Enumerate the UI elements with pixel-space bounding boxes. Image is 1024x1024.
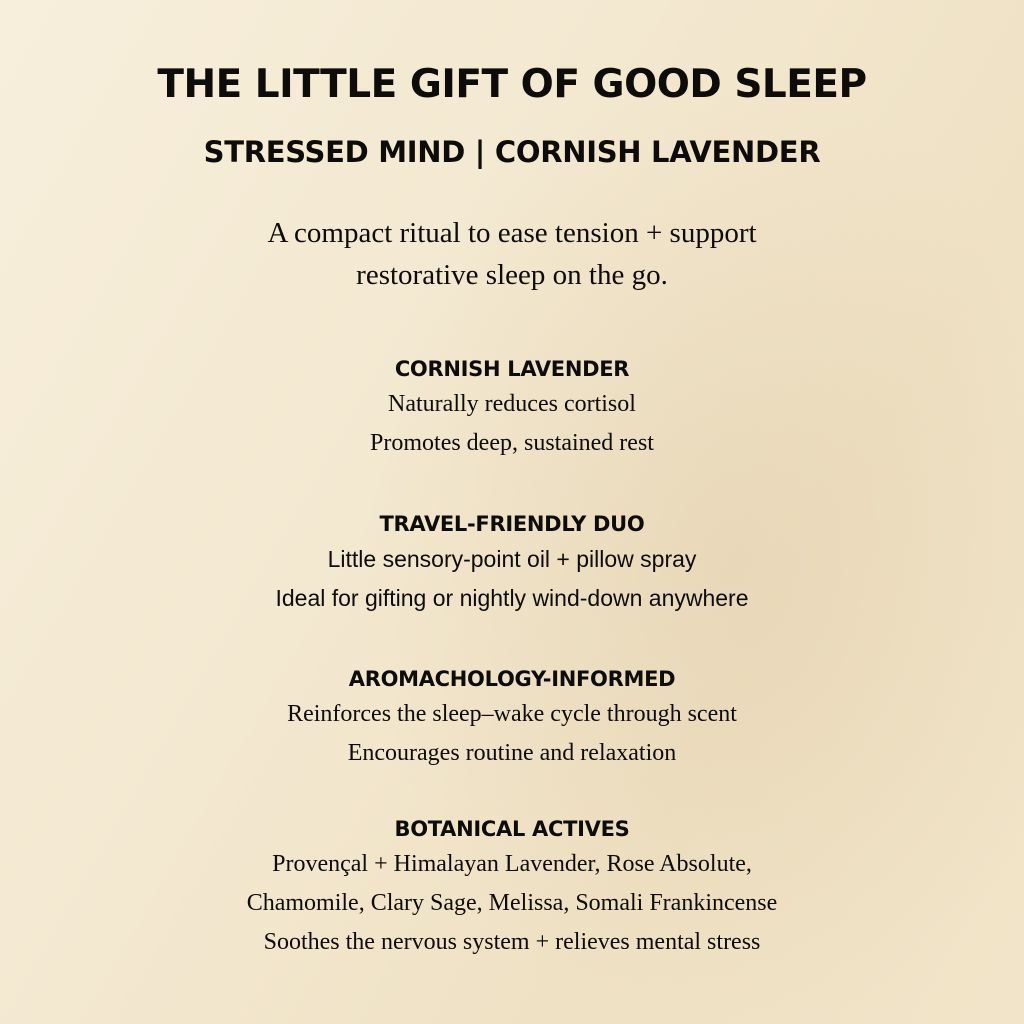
section-heading: TRAVEL-FRIENDLY DUO [379,512,645,536]
section-line: Ideal for gifting or nightly wind-down anywhere [275,585,749,611]
section-heading: AROMACHOLOGY-INFORMED [348,667,676,691]
intro-line: restorative sleep on the go. [356,259,668,291]
section-line: Reinforces the sleep–wake cycle through scent [287,701,737,727]
section-line: Chamomile, Clary Sage, Melissa, Somali Frankincense [246,890,778,916]
section-line: Soothes the nervous system + relieves mental stress [263,929,761,955]
intro-paragraph [0,212,1024,296]
section-botanical-actives [0,813,1024,962]
page-title: THE LITTLE GIFT OF GOOD SLEEP [157,62,867,107]
section-line: Little sensory-point oil + pillow spray [327,546,697,572]
section-aromachology-informed [0,663,1024,773]
section-line: Promotes deep, sustained rest [370,430,654,456]
page-subtitle: STRESSED MIND | CORNISH LAVENDER [203,135,821,169]
section-line: Provençal + Himalayan Lavender, Rose Absolute, [272,851,752,877]
intro-line: A compact ritual to ease tension + support [267,217,757,249]
section-line: Encourages routine and relaxation [347,740,677,766]
section-cornish-lavender [0,353,1024,463]
section-heading: BOTANICAL ACTIVES [394,817,630,841]
section-line: Naturally reduces cortisol [388,391,636,417]
section-travel-friendly-duo [0,508,1024,618]
section-heading: CORNISH LAVENDER [394,357,630,381]
